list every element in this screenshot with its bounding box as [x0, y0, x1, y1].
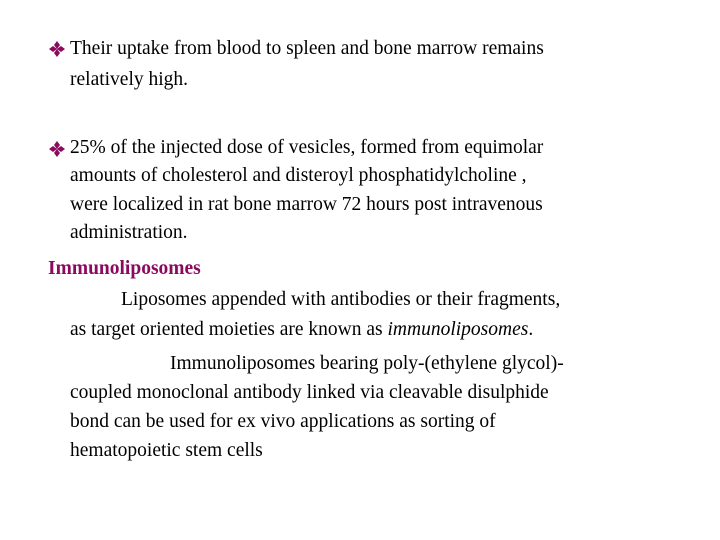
immunoliposomes-term: immunoliposomes — [387, 319, 529, 340]
paragraph-1-line-2-text: as target oriented moieties are known as — [70, 319, 388, 340]
paragraph-1-line-1: Liposomes appended with antibodies or their fragments, — [121, 289, 561, 310]
diamond-bullet-icon — [48, 140, 66, 158]
bullet-2-line-3: were localized in rat bone marrow 72 hours post intravenous — [70, 194, 543, 215]
bullet-2-line-2: amounts of cholesterol and disteroyl phosphatidylcholine , — [70, 165, 527, 186]
paragraph-1-period: . — [528, 319, 534, 340]
paragraph-2-line-4: hematopoietic stem cells — [70, 440, 263, 461]
diamond-bullet-icon — [48, 40, 66, 58]
paragraph-2-line-1: Immunoliposomes bearing poly-(ethylene glycol)- — [170, 353, 564, 374]
bullet-1-line-1: Their uptake from blood to spleen and bone marrow remains — [70, 38, 544, 59]
bullet-2-line-1: 25% of the injected dose of vesicles, formed from equimolar — [70, 137, 544, 158]
paragraph-2-line-3: bond can be used for ex vivo applications as sorting of — [70, 411, 496, 432]
paragraph-1-line-2 — [70, 318, 533, 342]
section-heading: Immunoliposomes — [48, 258, 201, 279]
paragraph-2-line-2: coupled monoclonal antibody linked via cleavable disulphide — [70, 382, 549, 403]
bullet-1-line-2: relatively high. — [70, 69, 189, 90]
bullet-2-line-4: administration. — [70, 222, 188, 243]
